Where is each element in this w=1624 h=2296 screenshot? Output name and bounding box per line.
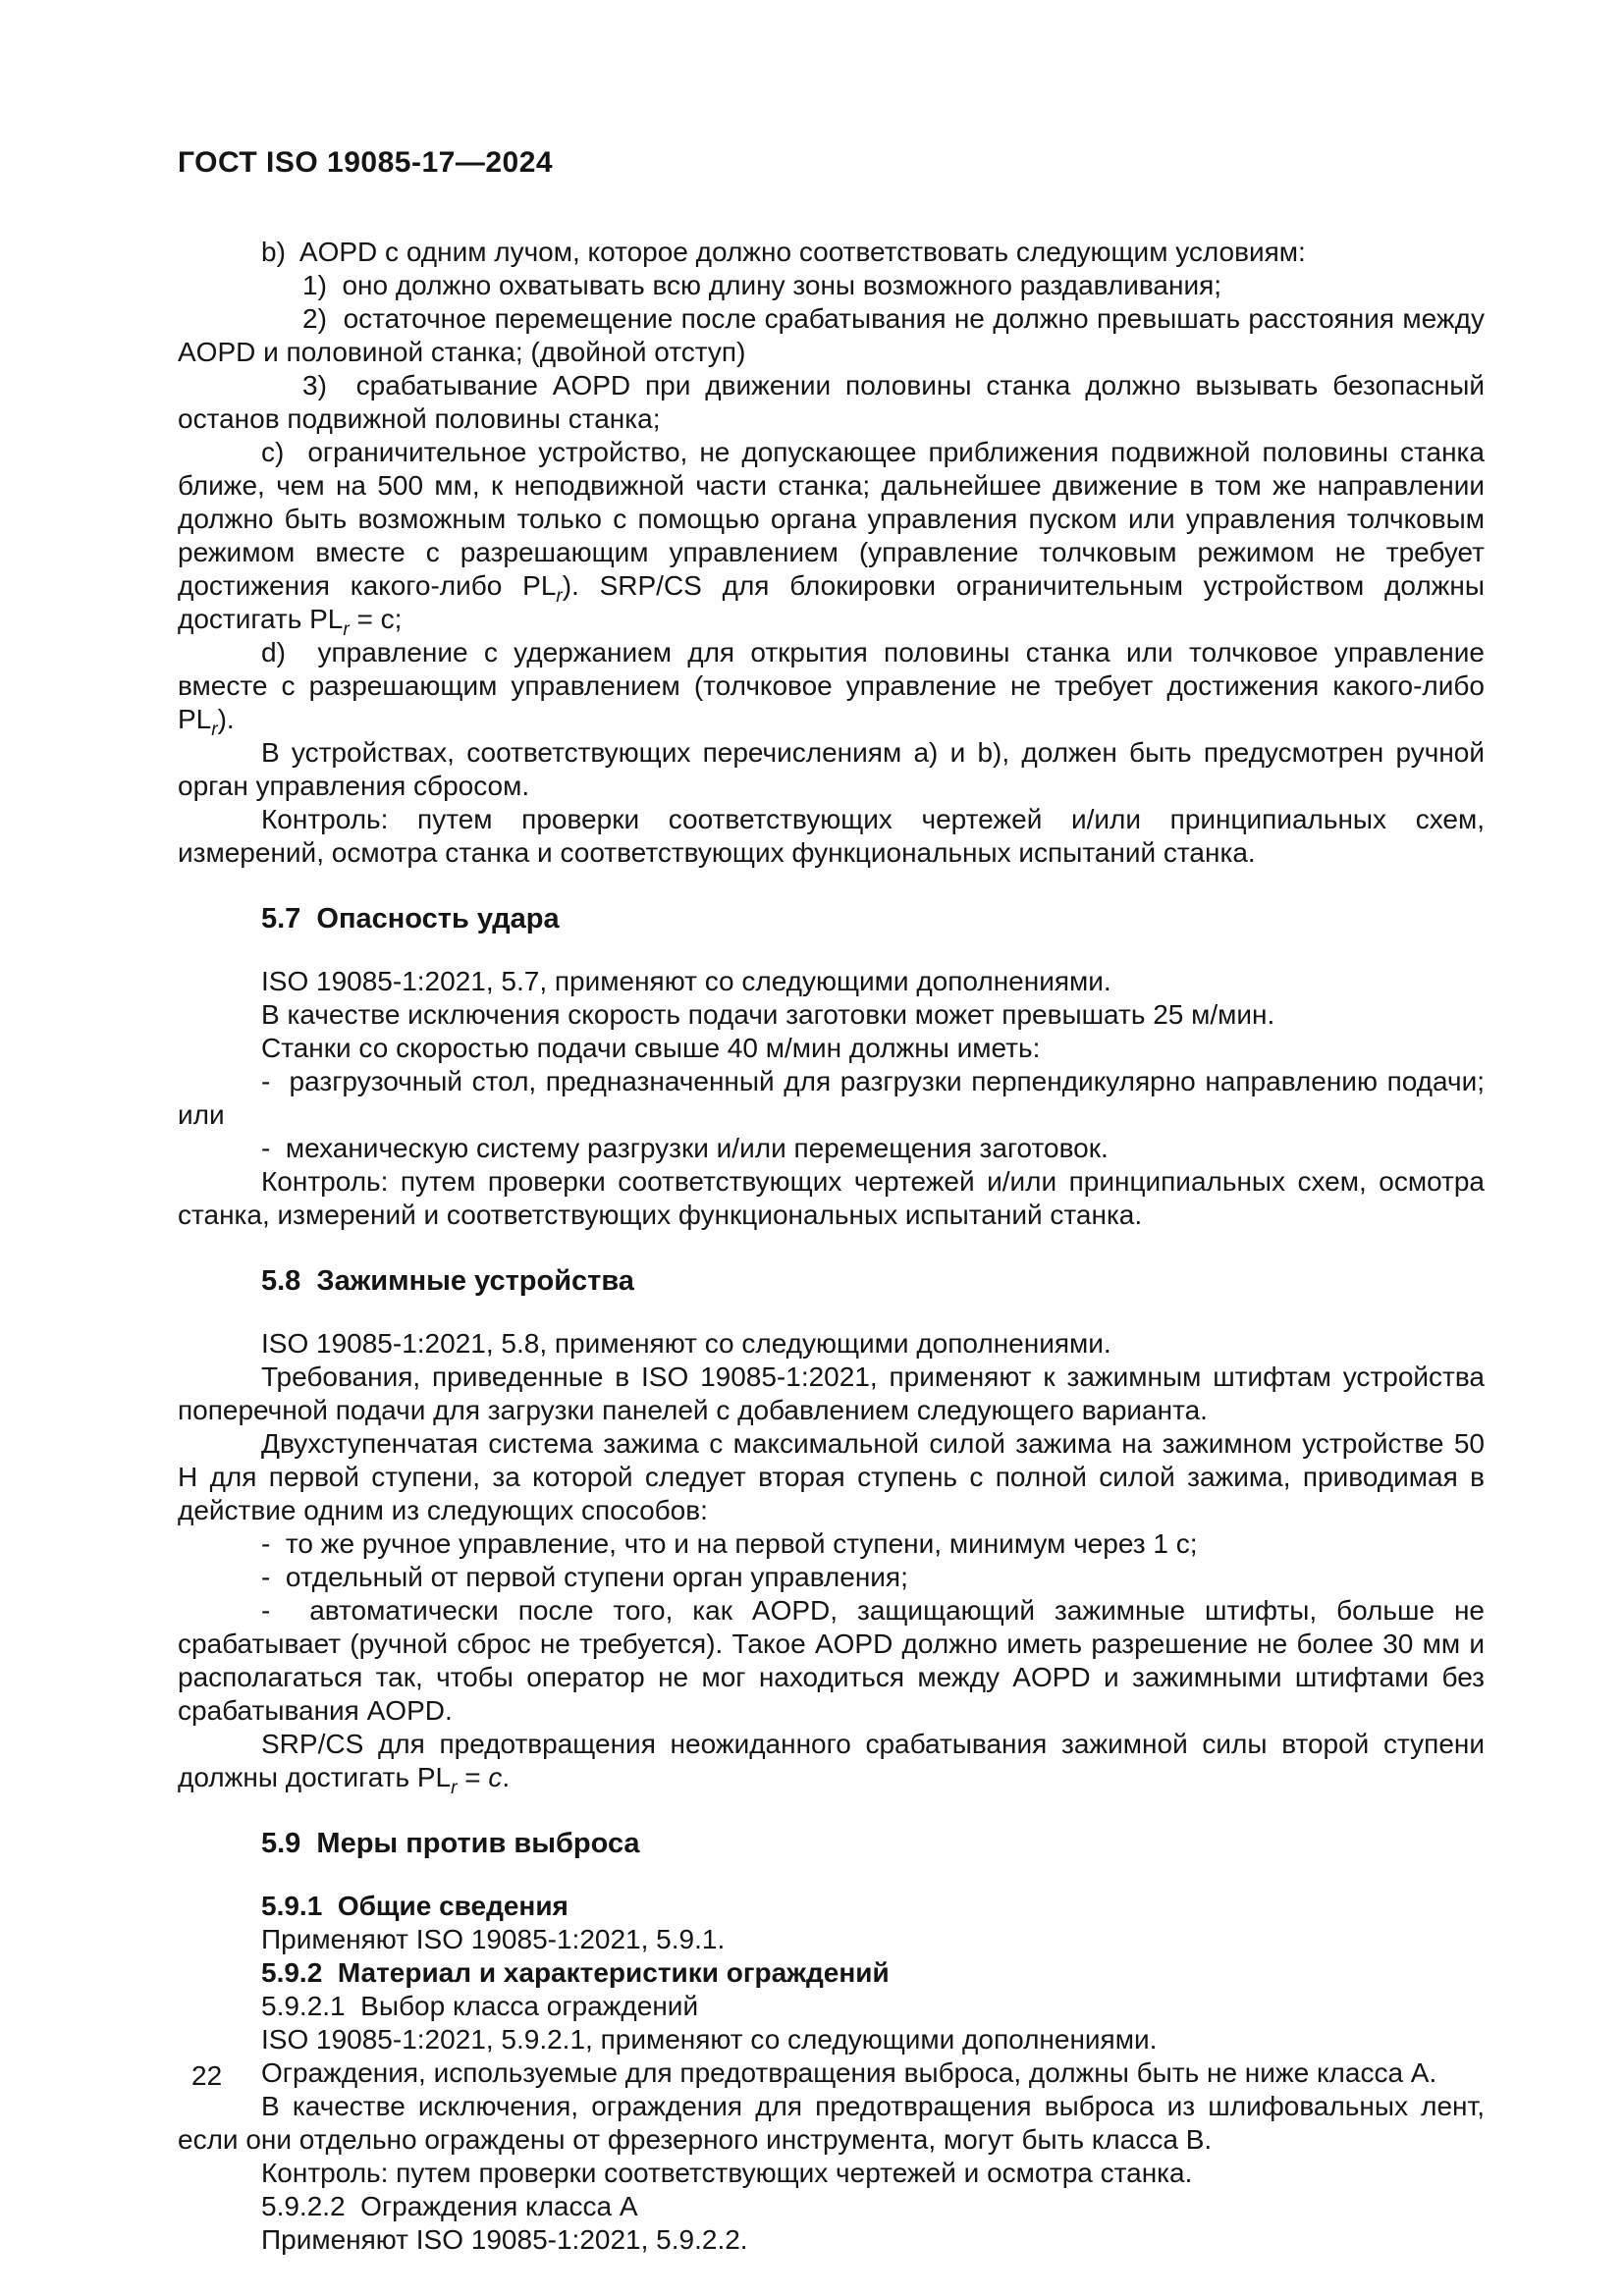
paragraph: Контроль: путем проверки соответствующих чертежей и/или принципиальных схем, осмотра станка, измерений и соответствующих функциональных испытаний станка. <box>178 1166 1485 1230</box>
paragraph: - автоматически после того, как AOPD, защищающий зажимные штифты, больше не срабатывает (ручной сброс не требуется). Такое AOPD должно иметь разрешение не более 30 мм и располагаться так, чтобы оператор не мог находиться между AOPD и зажимными штифтами без срабатывания AOPD. <box>178 1595 1485 1726</box>
paragraph: ISO 19085-1:2021, 5.8, применяют со следующими дополнениями. <box>261 1328 1111 1359</box>
text-run: c) ограничительное устройство, не допускающее приближения подвижной половины станка ближе, чем на 500 мм, к неподвижной части станка; дальнейшее движение в том же направлении должно быть возможным только с помощью органа управления пуском или управления толчковым режимом вместе с разрешающим управлением (управление толчковым режимом не требует достижения какого-либо PL <box>178 437 1485 601</box>
text-run: . <box>502 1762 511 1792</box>
document-body <box>178 236 1485 2257</box>
section-heading: 5.8 Зажимные устройства <box>261 1265 634 1297</box>
paragraph: Применяют ISO 19085-1:2021, 5.9.2.2. <box>261 2224 748 2255</box>
text-run: r <box>451 1778 458 1798</box>
text-run: = <box>457 1762 489 1792</box>
paragraph: - отдельный от первой ступени орган управления; <box>261 1562 908 1592</box>
paragraph: - разгрузочный стол, предназначенный для разгрузки перпендикулярно направлению подачи; или <box>178 1066 1485 1130</box>
paragraph: - то же ручное управление, что и на первой ступени, минимум через 1 с; <box>261 1528 1198 1559</box>
paragraph: b) AOPD с одним лучом, которое должно соответствовать следующим условиям: <box>261 237 1306 267</box>
paragraph <box>178 1728 1485 1798</box>
text-run: r <box>343 619 350 640</box>
text-run: r <box>211 720 218 740</box>
text-run: c <box>488 1762 503 1792</box>
paragraph: ISO 19085-1:2021, 5.9.2.1, применяют со следующими дополнениями. <box>261 2024 1158 2055</box>
text-run: = c; <box>349 604 403 634</box>
paragraph: - механическую систему разгрузки и/или перемещения заготовок. <box>261 1133 1109 1163</box>
paragraph: 5.9.2.1 Выбор класса ограждений <box>261 1991 699 2021</box>
section-heading: 5.9.2 Материал и характеристики ограждений <box>261 1957 890 1988</box>
page-number: 22 <box>191 2060 223 2091</box>
paragraph: 5.9.2.2 Ограждения класса A <box>261 2191 638 2221</box>
paragraph: ISO 19085-1:2021, 5.7, применяют со следующими дополнениями. <box>261 966 1111 996</box>
paragraph: Применяют ISO 19085-1:2021, 5.9.1. <box>261 1924 726 1954</box>
section-heading: 5.9.1 Общие сведения <box>261 1891 568 1921</box>
paragraph: 3) срабатывание AOPD при движении половины станка должно вызывать безопасный останов подвижной половины станка; <box>178 370 1485 434</box>
paragraph: Контроль: путем проверки соответствующих чертежей и осмотра станка. <box>261 2158 1193 2188</box>
paragraph: Станки со скоростью подачи свыше 40 м/мин должны иметь: <box>261 1033 1041 1063</box>
text-run: ). SRP/CS для блокировки ограничительным устройством должны достигать PL <box>178 570 1485 634</box>
section-heading: 5.7 Опасность удара <box>261 903 560 934</box>
paragraph <box>178 436 1485 640</box>
paragraph: Ограждения, используемые для предотвращения выброса, должны быть не ниже класса A. <box>261 2057 1437 2088</box>
text-run: r <box>556 586 563 607</box>
section-heading: 5.9 Меры против выброса <box>261 1828 640 1859</box>
text-run: SRP/CS для предотвращения неожиданного срабатывания зажимной силы второй ступени должны достигать PL <box>178 1729 1485 1792</box>
document-header-title: ГОСТ ISO 19085-17—2024 <box>178 146 554 179</box>
text-run: ). <box>217 704 235 734</box>
paragraph: Требования, приведенные в ISO 19085-1:2021, применяют к зажимным штифтам устройства поперечной подачи для загрузки панелей с добавлением следующего варианта. <box>178 1362 1485 1425</box>
paragraph: 1) оно должно охватывать всю длину зоны возможного раздавливания; <box>302 270 1222 300</box>
text-run: d) управление с удержанием для открытия половины станка или толчковое управление вместе с разрешающим управлением (толчковое управление не требует достижения какого-либо PL <box>178 637 1485 734</box>
paragraph <box>178 636 1485 740</box>
paragraph: 2) остаточное перемещение после срабатывания не должно превышать расстояния между AOPD и половиной станка; (двойной отступ) <box>178 303 1485 367</box>
paragraph: В устройствах, соответствующих перечислениям a) и b), должен быть предусмотрен ручной орган управления сбросом. <box>178 737 1485 801</box>
paragraph: В качестве исключения скорость подачи заготовки может превышать 25 м/мин. <box>261 999 1275 1030</box>
paragraph: В качестве исключения, ограждения для предотвращения выброса из шлифовальных лент, если они отдельно ограждены от фрезерного инструмента, могут быть класса B. <box>178 2091 1485 2155</box>
paragraph: Двухступенчатая система зажима с максимальной силой зажима на зажимном устройстве 50 Н для первой ступени, за которой следует вторая ступень с полной силой зажима, приводимая в действие одним из следующих способов: <box>178 1428 1485 1525</box>
paragraph: Контроль: путем проверки соответствующих чертежей и/или принципиальных схем, измерений, осмотра станка и соответствующих функциональных испытаний станка. <box>178 804 1485 868</box>
